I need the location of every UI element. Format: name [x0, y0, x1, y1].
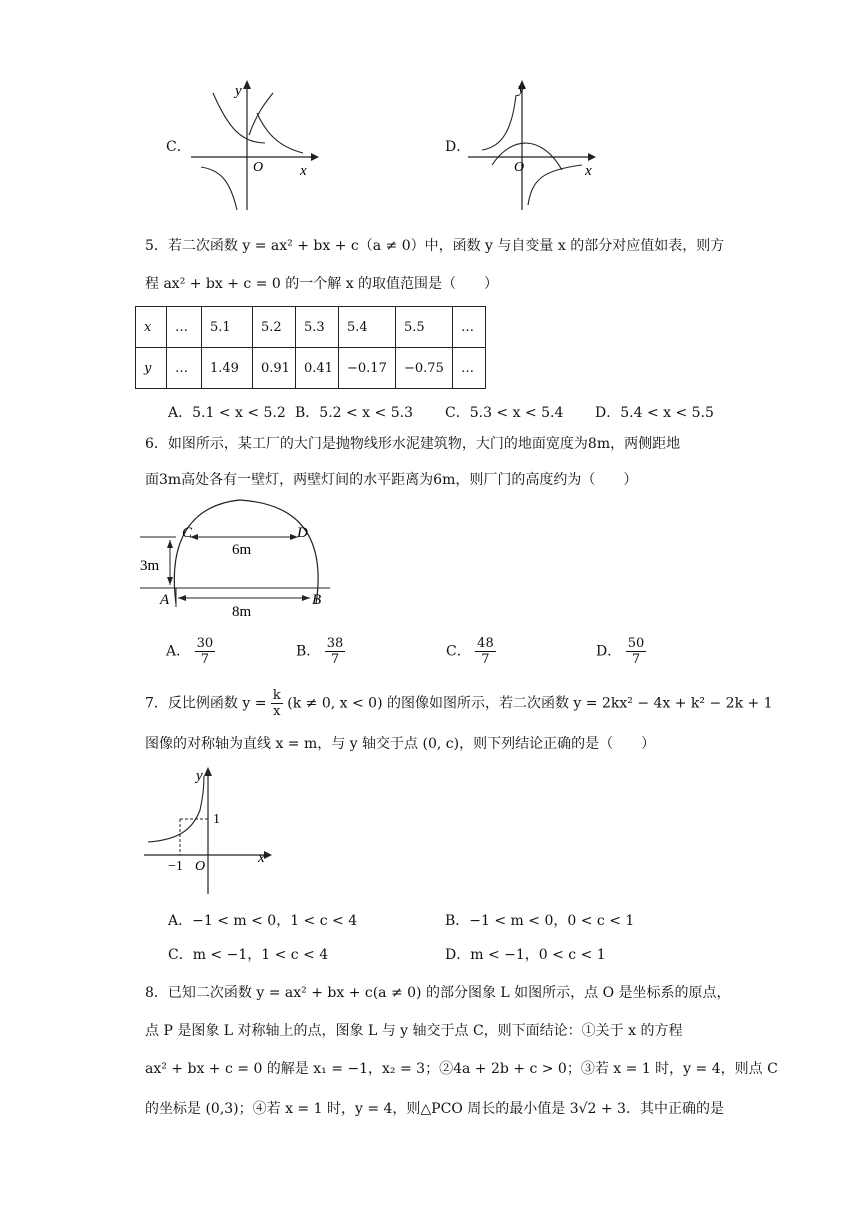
q6-height-label: 3m: [140, 558, 160, 574]
table-cell: 5.4: [339, 307, 396, 348]
table-cell: …: [453, 307, 486, 348]
q5-stem-line1: 5．若二次函数 y = ax² + bx + c（a ≠ 0）中，函数 y 与自变量 x 的部分对应值如表，则方: [145, 238, 725, 254]
q4-option-c-label: C．: [166, 139, 191, 155]
q4-graph-d: [462, 75, 607, 215]
numerator: k: [272, 688, 281, 703]
q5-value-table: [135, 306, 486, 389]
q4-graph-c: [185, 75, 325, 215]
q6-stem-line1: 6．如图所示，某工厂的大门是抛物线形水泥建筑物，大门的地面宽度为8m，两侧距地: [145, 436, 681, 452]
q6-option-b: [296, 636, 345, 667]
denominator: 7: [631, 652, 641, 667]
q4-option-d-label: D．: [445, 139, 471, 155]
table-cell: 5.5: [396, 307, 453, 348]
table-row: [136, 307, 486, 348]
table-cell: 5.3: [296, 307, 339, 348]
q6-gate-figure: [140, 492, 340, 622]
q7-stem-line2: 图像的对称轴为直线 x = m，与 y 轴交于点 (0, c)，则下列结论正确的是（ ）: [145, 736, 656, 752]
q4d-origin-label: O: [514, 160, 525, 175]
q7-stem-part-a: 7．反比例函数 y =: [145, 695, 267, 712]
q5-stem-line2: 程 ax² + bx + c = 0 的一个解 x 的取值范围是（ ）: [145, 276, 499, 292]
q7-option-b: B．−1 < m < 0，0 < c < 1: [445, 913, 635, 929]
q6-option-a: [166, 636, 215, 667]
table-cell: 0.41: [296, 348, 339, 389]
q6-option-c: [446, 636, 496, 667]
table-cell: …: [167, 348, 202, 389]
option-fraction: [325, 636, 346, 667]
q5-option-a: A．5.1 < x < 5.2: [168, 405, 286, 421]
table-cell: x: [136, 307, 167, 348]
q7-option-d: D．m < −1，0 < c < 1: [445, 947, 606, 963]
q7-y-label: y: [196, 768, 203, 784]
q7-stem-line1: [145, 688, 773, 719]
numerator: 30: [196, 636, 214, 651]
option-fraction: [195, 636, 216, 667]
q8-stem-line2: 点 P 是图象 L 对称轴上的点，图象 L 与 y 轴交于点 C，则下面结论：①关于 x 的方程: [145, 1023, 683, 1039]
option-fraction: [475, 636, 496, 667]
denominator: x: [273, 704, 281, 719]
q7-neg-one-label: −1: [168, 859, 183, 874]
option-label: B．: [296, 643, 321, 660]
q7-one-label: 1: [213, 812, 220, 827]
table-cell: −0.75: [396, 348, 453, 389]
q8-stem-line4: 的坐标是 (0,3)；④若 x = 1 时，y = 4，则△PCO 周长的最小值是 3√2 + 3．其中正确的是: [145, 1101, 724, 1117]
table-cell: −0.17: [339, 348, 396, 389]
q4c-origin-label: O: [253, 160, 264, 175]
q8-stem-line3: ax² + bx + c = 0 的解是 x₁ = −1，x₂ = 3；②4a + 2b + c > 0；③若 x = 1 时，y = 4，则点 C: [145, 1061, 778, 1077]
option-label: A．: [166, 643, 191, 660]
q5-option-d: D．5.4 < x < 5.5: [595, 405, 714, 421]
table-cell: …: [167, 307, 202, 348]
numerator: 38: [326, 636, 344, 651]
q5-option-b: B．5.2 < x < 5.3: [295, 405, 413, 421]
q4d-x-label: x: [585, 163, 592, 179]
table-cell: y: [136, 348, 167, 389]
table-cell: …: [453, 348, 486, 389]
option-label: D．: [596, 643, 622, 660]
q4d-y-label: y: [518, 81, 525, 97]
q7-fraction: [271, 688, 283, 719]
q6-top-width: 6m: [232, 542, 252, 558]
q6-point-c: C: [182, 525, 193, 541]
table-cell: 5.2: [253, 307, 296, 348]
q6-point-d: D: [297, 525, 308, 541]
denominator: 7: [330, 652, 340, 667]
table-cell: 1.49: [202, 348, 253, 389]
table-row: [136, 348, 486, 389]
numerator: 50: [627, 636, 645, 651]
q7-origin-label: O: [195, 859, 206, 874]
q6-bottom-width: 8m: [232, 604, 252, 620]
q7-option-a: A．−1 < m < 0，1 < c < 4: [168, 913, 358, 929]
q7-option-c: C．m < −1，1 < c < 4: [168, 947, 329, 963]
q7-stem-part-b: (k ≠ 0, x < 0) 的图像如图所示，若二次函数 y = 2kx² − 4x + k² − 2k + 1: [287, 695, 773, 712]
q6-point-b: B: [312, 592, 322, 608]
q6-point-a: A: [160, 592, 170, 608]
q4c-x-label: x: [300, 163, 307, 179]
q6-option-d: [596, 636, 646, 667]
q6-stem-line2: 面3m高处各有一壁灯，两壁灯间的水平距离为6m，则厂门的高度约为（ ）: [145, 472, 638, 488]
option-fraction: [626, 636, 647, 667]
table-cell: 0.91: [253, 348, 296, 389]
numerator: 48: [477, 636, 494, 651]
denominator: 7: [481, 652, 490, 667]
table-cell: 5.1: [202, 307, 253, 348]
denominator: 7: [200, 652, 209, 667]
q7-hyperbola-figure: [140, 762, 280, 898]
q5-option-c: C．5.3 < x < 5.4: [445, 405, 564, 421]
q8-stem-line1: 8．已知二次函数 y = ax² + bx + c(a ≠ 0) 的部分图象 L 如图所示，点 O 是坐标系的原点，: [145, 985, 731, 1001]
q7-x-label: x: [258, 850, 265, 866]
option-label: C．: [446, 643, 471, 660]
q4c-y-label: y: [235, 83, 242, 99]
